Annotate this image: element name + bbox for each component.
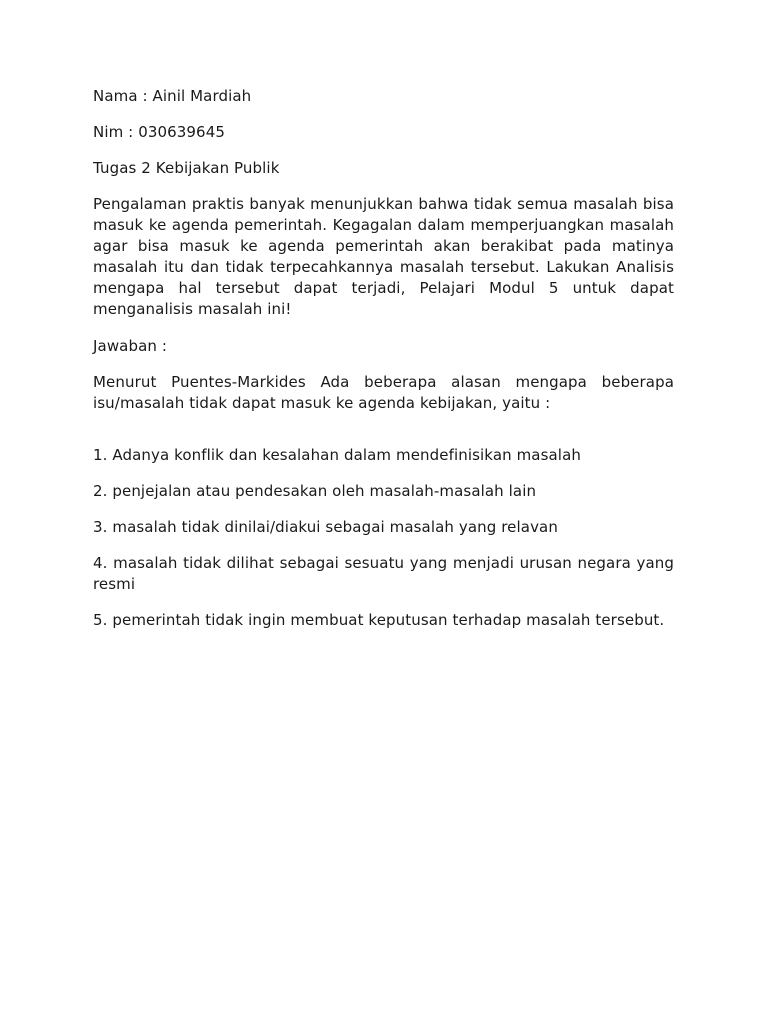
answer-intro: Menurut Puentes-Markides Ada beberapa alasan mengapa beberapa isu/masalah tidak dapat masuk ke agenda kebijakan, yaitu : (93, 373, 674, 412)
reason-item: 3. masalah tidak dinilai/diakui sebagai masalah yang relavan (93, 518, 558, 536)
document-page (93, 86, 674, 646)
reason-item: 5. pemerintah tidak ingin membuat keputusan terhadap masalah tersebut. (93, 611, 665, 629)
reason-item: 4. masalah tidak dilihat sebagai sesuatu yang menjadi urusan negara yang resmi (93, 554, 674, 593)
question-paragraph: Pengalaman praktis banyak menunjukkan bahwa tidak semua masalah bisa masuk ke agenda pemerintah. Kegagalan dalam memperjuangkan masalah agar bisa masuk ke agenda pemerintah akan berakibat pada matinya masalah itu dan tidak terpecahkannya masalah tersebut. Lakukan Analisis mengapa hal tersebut dapat terjadi, Pelajari Modul 5 untuk dapat menganalisis masalah ini! (93, 195, 674, 318)
student-name: Nama : Ainil Mardiah (93, 87, 252, 105)
student-nim: Nim : 030639645 (93, 123, 225, 141)
assignment-title: Tugas 2 Kebijakan Publik (93, 159, 280, 177)
answer-label: Jawaban : (93, 337, 168, 355)
reason-item: 1. Adanya konflik dan kesalahan dalam mendefinisikan masalah (93, 446, 581, 464)
reason-item: 2. penjejalan atau pendesakan oleh masalah-masalah lain (93, 482, 537, 500)
